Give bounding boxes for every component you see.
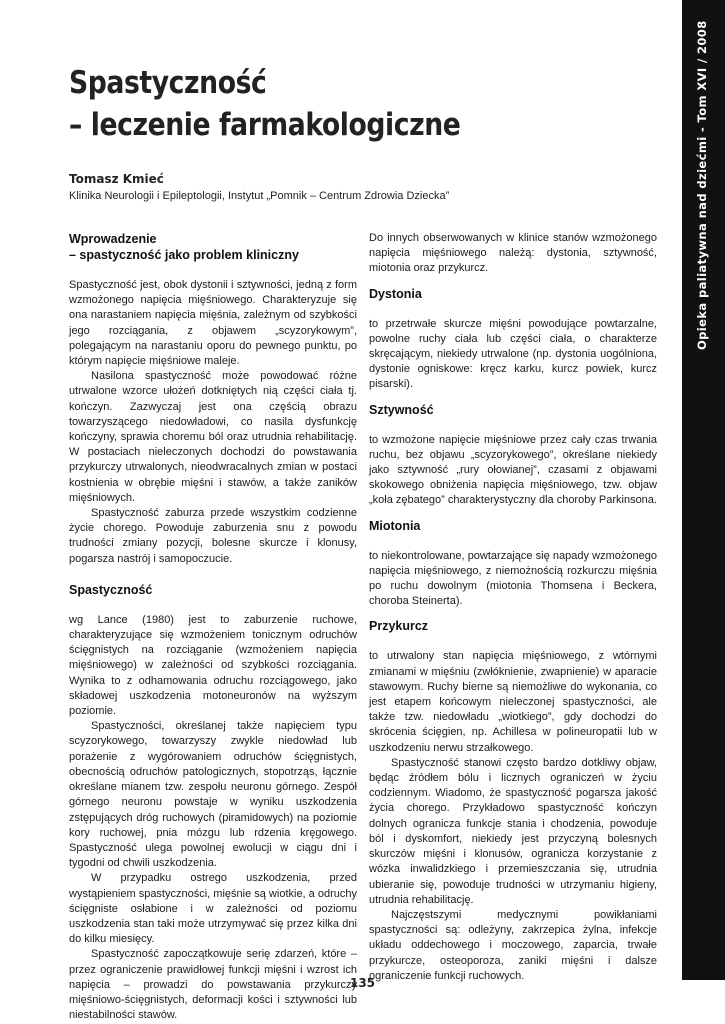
paragraph: to niekontrolowane, powtarzające się napady wzmożonego napięcia mięśniowego, z niemożnością rozkurczu mięśnia po ruchu dowolnym (miotonia Thomsena i Beckera, choroba Steinerta). [369,549,657,608]
paragraph: Spastyczność zapoczątkowuje serię zdarzeń, które – przez ograniczenie prawidłowej funkcji mięśni i wzrost ich napięcia – prowadzi do powstawania przykurczy mięśniowo-ścięgnistych, deformacji kości i sztywności lub niestabilności stawów. [69,948,357,1022]
section-heading-przykurcz: Przykurcz [369,619,429,634]
paragraph: Do innych obserwowanych w klinice stanów wzmożonego napięcia mięśniowego należą: dystonia, sztywność, miotonia oraz przykurcz. [369,232,657,275]
section-heading-spastycznosc: Spastyczność [69,582,153,597]
paragraph: to wzmożone napięcie mięśniowe przez cały czas trwania ruchu, bez objawu „scyzorykowego”, określane niekiedy jako sztywność „rury ołowianej”, czasami z objawami skokowego obniżenia napięcia mięśniowego, tzw. objaw „koła zębatego” charakterystyczny dla choroby Parkinsona. [369,433,657,507]
section-heading-dystonia: Dystonia [369,286,422,301]
intro-heading-line-1: Wprowadzenie [69,232,157,246]
left-column [69,231,357,1023]
paragraph: to przetrwałe skurcze mięśni powodujące powtarzalne, powolne ruchy ciała lub części ciała, o charakterze skręcającym, niekiedy utrwalone (np. dystonia uogólniona, dystonie ogniskowe: kręcz karku, kurcz powiek, kurcz pisarski). [369,317,657,391]
journal-running-title-text: Opieka paliatywna nad dziećmi - Tom XVI / 2008 [695,20,709,350]
paragraph: Spastyczność zaburza przede wszystkim codzienne życie chorego. Powoduje zaburzenia snu z powodu trudności zmiany pozycji, bolesne skurcze i klonusy, pogarsza nastrój i samopoczucie. [69,507,357,565]
intro-heading-line-2: – spastyczność jako problem kliniczny [69,248,299,262]
page-number: 135 [349,976,376,990]
paragraph: W przypadku ostrego uszkodzenia, przed wystąpieniem spastyczności, mięśnie są wiotkie, a odruchy ścięgniste osłabione i w zależności od poziomu uszkodzenia stan taki może utrzymywać się przez kilka dni do kilku miesięcy. [69,872,357,946]
paragraph: to utrwalony stan napięcia mięśniowego, z wtórnymi zmianami w mięśniu (zwłóknienie, zwapnienie) w aparacie stawowym. Ruchy bierne są niemożliwe do wykonania, co jest etapem końcowym nieleczonej spastyczności, ale także tzw. niedowładu „wiotkiego”, gdy dochodzi do skrócenia ścięgien, np. Achillesa w polineuropatii lub w uszkodzeniu nerwu strzałkowego. [369,650,657,754]
author-affiliation: Klinika Neurologii i Epileptologii, Instytut „Pomnik – Centrum Zdrowia Dziecka” [69,190,450,202]
paragraph: wg Lance (1980) jest to zaburzenie ruchowe, charakteryzujące się wzmożeniem tonicznym odruchów ścięgnistych na rozciąganie (wzmożeniem napięcia mięśniowego) w zależności od szybkości rozciągania. Wynika to z odhamowania odruchu rozciągowego, jako składowej uszkodzenia motoneuronów na wyższym poziomie. [69,613,357,718]
title-line-2: – leczenie farmakologiczne [69,107,461,143]
paragraph: Spastyczność jest, obok dystonii i sztywności, jedną z form wzmożonego napięcia mięśniowego. Charakteryzuje się ona narastaniem napięcia mięśnia, zależnym od szybkości jego rozciągania, z objawem „scyzorykowym”, polegającym na narastaniu oporu do pewnego punktu, po którym napięcie mięśniowe maleje. [69,279,357,368]
paragraph: Spastyczności, określanej także napięciem typu scyzorykowego, towarzyszy zwykle niedowład lub porażenie z wygórowaniem odruchów ścięgnistych, obecnością odruchów patologicznych, stopotrząs, łącznie określane mianem tzw. zespołu neuronu górnego. Zespół górnego neuronu powstaje w wyniku uszkodzenia zstępujących dróg ruchowych (piramidowych) na poziomie kory ruchowej, pnia mózgu lub rdzenia kręgowego. Spastyczność ulega powolnej ewolucji w ciągu dni i tygodni od chwili uszkodzenia. [69,720,357,870]
title-line-1: Spastyczność [69,65,267,101]
section-heading-miotonia: Miotonia [369,518,421,533]
paragraph: Nasilona spastyczność może powodować różne utrwalone wzorce ułożeń dotkniętych nią części ciała tj. kończyn. Zazwyczaj jest ona częścią obrazu towarzyszącego niedowładowi, co nasila dysfunkcję kończyny, sprawia choremu ból oraz utrudnia rehabilitację. W postaciach nieleczonych dochodzi do powstawania przykurczy utrwalonych, nieodwracalnych zmian w postaci kostnienia w obrębie mięśni i stawów, a także zaników mięśniowych. [69,370,357,504]
section-heading-sztywnosc: Sztywność [369,402,434,417]
right-column [369,231,657,984]
author-name: Tomasz Kmieć [69,172,164,186]
section-heading-introduction [69,231,357,263]
paragraph: Najczęstszymi medycznymi powikłaniami spastyczności są: odleżyny, zakrzepica żylna, infekcje układu oddechowego i moczowego, zaparcia, trwałe przykurcze, osteoporoza, zaniki mięśni i dalsze ograniczenie funkcji ruchowych. [369,908,657,982]
article-title [69,62,551,146]
paragraph: Spastyczność stanowi często bardzo dotkliwy objaw, będąc źródłem bólu i licznych ograniczeń w życiu codziennym. Wiadomo, że spastyczność pogarsza jakość życia chorego. Przykładowo spastyczność kończyn dolnych ogranicza funkcje stania i chodzenia, powoduje ból i dyskomfort, niekiedy jest przyczyną bolesnych skurczów mięśni i klonusów, ogranicza korzystanie z wózka inwalidzkiego i przemieszczania się, utrudnia ubieranie się, powoduje trudności w utrzymaniu higieny, utrudnia rehabilitację. [369,756,657,906]
